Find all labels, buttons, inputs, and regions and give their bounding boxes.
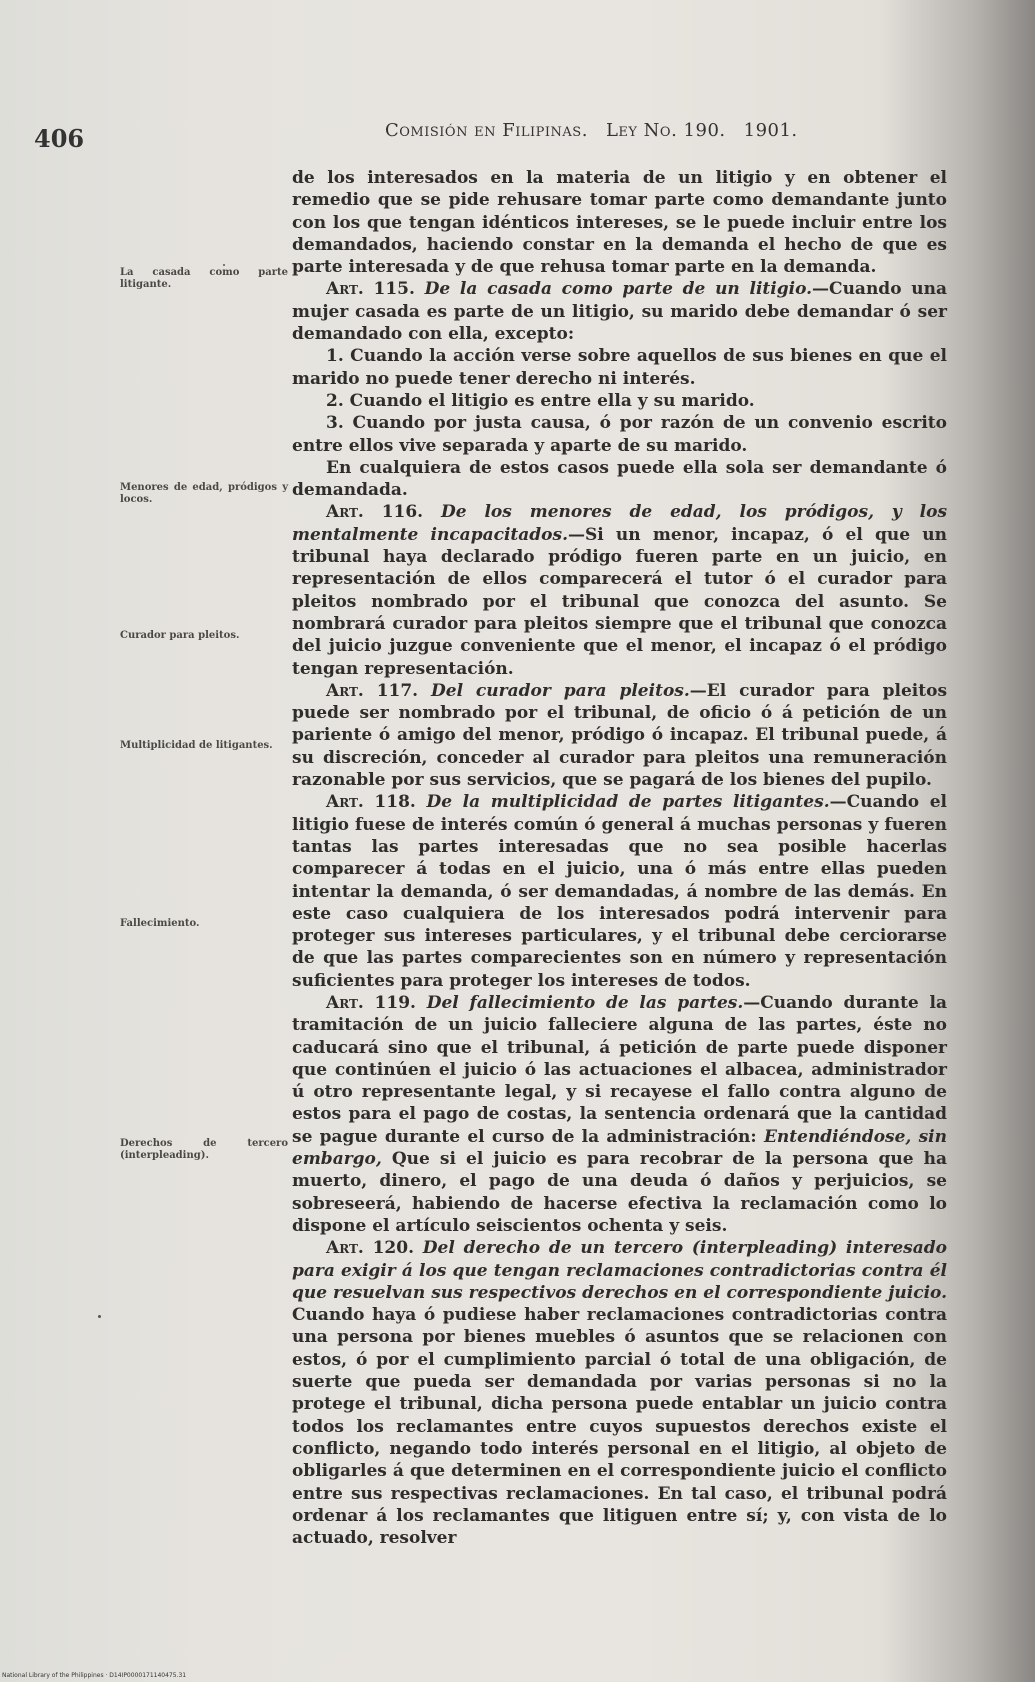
scan-speck [98, 1315, 101, 1318]
margin-note-curator: Curador para pleitos. [120, 630, 240, 641]
margin-note-married-woman: La casada como parte litigante. [120, 267, 288, 290]
page-number: 406 [34, 124, 85, 153]
article-120 [292, 1237, 947, 1549]
article-117-title: Del curador para pleitos. [431, 680, 690, 701]
article-115-label: Art. 115. [326, 279, 415, 300]
article-119-text-1: —Cuando durante la tramitación de un juicio falleciere alguna de las partes, éste no caducará sino que el tribunal, á petición de parte puede disponer que continúen el juicio ó las actuaciones el albacea, administrador ú otro representante legal, y si recayese el fallo contra alguno de estos para el pago de costas, la sentencia ordenará que la cantidad se pague durante el curso de la administración: [292, 992, 947, 1147]
article-116-text: —Si un menor, incapaz, ó el que un tribunal haya declarado pródigo fueren parte en un juicio, en representación de ellos comparecerá el tutor ó el curador para pleitos nombrado por el tribunal que conozca del asunto. Se nombrará curador para pleitos siempre que el tribunal que conozca del juicio juzgue conveniente que el menor, el incapaz ó el pródigo tengan representación. [292, 524, 948, 679]
article-118-text: —Cuando el litigio fuese de interés común ó general á muchas personas y fueren tantas las partes interesadas que no sea posible hacerlas comparecer á todas en el juicio, una ó más entre ellas pueden intentar la demanda, ó ser demandadas, á nombre de las demás. En este caso cualquiera de los interesados podrá intervenir para proteger sus intereses particulares, y el tribunal debe cerciorarse de que las partes comparecientes son en número y representación suficientes para proteger los intereses de todos. [292, 792, 948, 991]
article-115 [292, 278, 947, 345]
article-116 [292, 501, 947, 679]
article-115-item-2: 2. Cuando el litigio es entre ella y su marido. [326, 390, 755, 411]
article-115-closing: En cualquiera de estos casos puede ella sola ser demandante ó demandada. [292, 457, 947, 501]
article-117-label: Art. 117. [326, 680, 419, 701]
article-118-label: Art. 118. [326, 792, 416, 813]
article-115-title: De la casada como parte de un litigio. [424, 279, 813, 300]
article-117-text: —El curador para pleitos puede ser nombrado por el tribunal, de oficio ó á petición de un pariente ó amigo del menor, pródigo ó incapaz. El tribunal puede, á su discreción, conceder al curador para pleitos una remuneración razonable por sus servicios, que se pagará de los bienes del pupilo. [292, 680, 948, 791]
article-120-label: Art. 120. [326, 1238, 414, 1259]
article-117 [292, 680, 947, 791]
article-115-item-3: 3. Cuando por justa causa, ó por razón de un convenio escrito entre ellos vive separada y aparte de su marido. [292, 413, 947, 456]
body-text [292, 167, 947, 1549]
footer-credit: National Library of the Philippines · D14IP0000171140475.31 [2, 1672, 187, 1679]
margin-note-multiplicity: Multiplicidad de litigantes. [120, 740, 273, 751]
running-head-year: 1901. [743, 120, 798, 141]
article-116-title: De los menores de edad, los pródigos, y los mentalmente incapacitados. [292, 502, 948, 545]
running-head-law: Ley No. 190. [605, 120, 726, 141]
margin-note-interpleading: Derechos de tercero (interpleading). [120, 1138, 288, 1161]
article-115-item-1: 1. Cuando la acción verse sobre aquellos de sus bienes en que el marido no puede tener derecho ni interés. [292, 346, 947, 389]
article-119 [292, 992, 947, 1237]
article-119-proviso: Entendiéndose, sin embargo, [292, 1126, 947, 1170]
running-head [385, 120, 798, 141]
paragraph-continuation: de los interesados en la materia de un litigio y en obtener el remedio que se pide rehusare tomar parte como demandante junto con los que tengan idénticos intereses, se le puede incluir entre los demandados, haciendo constar en la demanda el hecho de que es parte interesada y de que rehusa tomar parte en la demanda. [292, 168, 947, 278]
margin-note-minors: Menores de edad, pródigos y locos. [120, 482, 288, 505]
article-118-title: De la multiplicidad de partes litigantes. [426, 792, 830, 813]
article-115-text: —Cuando una mujer casada es parte de un litigio, su marido debe demandar ó ser demandado con ella, excepto: [292, 279, 947, 345]
article-119-title: Del fallecimiento de las partes. [426, 992, 744, 1013]
scan-speck [223, 264, 225, 266]
article-118 [292, 791, 947, 992]
running-head-commission: Comisión en Filipinas. [385, 120, 588, 141]
margin-note-death: Fallecimiento. [120, 918, 200, 929]
article-116-label: Art. 116. [326, 502, 424, 523]
article-119-text-2: Que si el juicio es para recobrar de la persona que ha muerto, dinero, el pago de una deuda ó daños y perjuicios, se sobreseerá, habiendo de hacerse efectiva la reclamación como lo dispone el artículo seiscientos ochenta y seis. [292, 1149, 947, 1236]
article-120-text: Cuando haya ó pudiese haber reclamaciones contradictorias contra una persona por bienes muebles ó asuntos que se relacionen con estos, ó por el cumplimiento parcial ó total de una obligación, de suerte que pueda ser demandada por varias personas si no la protege el tribunal, dicha persona puede entablar un juicio contra todos los reclamantes entre cuyos supuestos derechos existe el conflicto, negando todo interés personal en el litigio, al objeto de obligarles á que determinen en el correspondiente juicio el conflicto entre sus respectivas reclamaciones. En tal caso, el tribunal podrá ordenar á los reclamantes que litiguen entre sí; y, con vista de lo actuado, resolver [292, 1305, 947, 1549]
article-119-label: Art. 119. [326, 992, 416, 1013]
article-120-title: Del derecho de un tercero (interpleading) interesado para exigir á los que tengan reclamaciones contradictorias contra él que resuelvan sus respectivos derechos en el correspondiente juicio. [292, 1238, 947, 1303]
